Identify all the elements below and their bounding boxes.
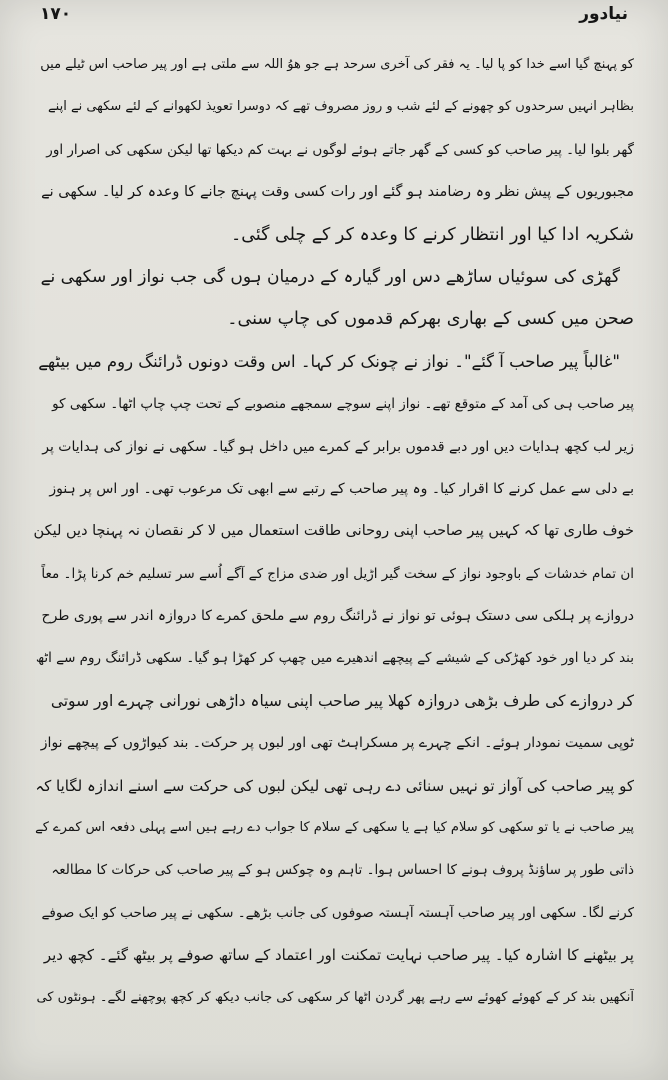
- text-line: پیر صاحب نے یا تو سکھی کو سلام کیا ہے یا سکھی کے سلام کا جواب دے رہے ہیں اسے پہلی دفعہ اس کمرے کے: [35, 820, 634, 836]
- page-number: ۱۷۰: [40, 4, 72, 24]
- text-line: صحن میں کسی کے بھاری بھرکم قدموں کی چاپ سنی۔: [227, 309, 634, 330]
- text-line: بے دلی سے عمل کرنے کا اقرار کیا۔ وہ پیر صاحب کے رتبے سے ابھی تک مرعوب تھی۔ اور اس پر ہنوز: [49, 480, 634, 497]
- text-line: زیر لب کچھ ہدایات دیں اور دبے قدموں برابر کے کمرے میں داخل ہو گیا۔ سکھی نے نواز کی ہدایات پر: [42, 438, 634, 455]
- page-header: [40, 4, 628, 34]
- text-line: پر بیٹھنے کا اشارہ کیا۔ پیر صاحب نہایت تمکنت اور اعتماد کے ساتھ صوفے پر بیٹھ گئے۔ کچھ دیر: [43, 946, 634, 965]
- text-line: کو پیر صاحب کی آواز تو نہیں سنائی دے رہی تھی لیکن لبوں کی حرکت سے اسنے اندازہ لگایا کہ: [35, 776, 634, 795]
- text-line: دروازے پر ہلکی سی دستک ہوئی تو نواز نے ڈرائنگ روم سے ملحق کمرے کا دروازہ اندر سے پوری طرح: [41, 608, 634, 625]
- text-line: بند کر دیا اور خود کھڑکی کے شیشے کے پیچھے اندھیرے میں چھپ کر کھڑا ہو گیا۔ سکھی ڈرائنگ روم سے اٹھ: [35, 650, 634, 667]
- text-line: پیر صاحب ہی کی آمد کے متوقع تھے۔ نواز اپنے سوچے سمجھے منصوبے کے تحت چپ چاپ اٹھا۔ سکھی کو: [52, 396, 634, 413]
- text-line: "غالباً پیر صاحب آ گئے"۔ نواز نے چونک کر کہا۔ اس وقت دونوں ڈرائنگ روم میں بیٹھے: [38, 351, 620, 371]
- text-line: گھڑی کی سوئیاں ساڑھے دس اور گیارہ کے درمیان ہوں گی جب نواز اور سکھی نے: [40, 266, 620, 287]
- body-text: [34, 44, 634, 1019]
- text-line: ٹوپی سمیت نمودار ہوئے۔ انکے چہرے پر مسکراہٹ تھی اور لبوں پر حرکت۔ بند کیواڑوں کے پیچھے نواز: [40, 735, 634, 752]
- text-line: کر دروازے کی طرف بڑھی دروازہ کھلا پیر صاحب اپنی سیاہ داڑھی نورانی چہرے اور سوتی: [50, 691, 634, 710]
- text-line: بظاہر انہیں سرحدوں کو چھونے کے لئے شب و روز مصروف تھے کہ دوسرا تعویذ لکھوانے کے لئے سکھی نے اپنے: [48, 99, 634, 115]
- text-line: ذاتی طور پر ساؤنڈ پروف ہونے کا احساس ہوا۔ تاہم وہ چوکس ہو کے پیر صاحب کی حرکات کا مطالعہ: [51, 862, 634, 879]
- text-line: خوف طاری تھا کہ کہیں پیر صاحب اپنی روحانی طاقت استعمال میں لا کر نقصان نہ پہنچا دیں لیکن: [34, 523, 634, 540]
- text-line: شکریہ ادا کیا اور انتظار کرنے کا وعدہ کر کے چلی گئی۔: [230, 224, 634, 245]
- text-line: کو پہنچ گیا اسے خدا کو پا لیا۔ یہ فقر کی آخری سرحد ہے جو ھوُ اللہ سے ملتی ہے اور پیر صاحب اس ٹیلے میں: [40, 57, 634, 72]
- text-line: کرنے لگا۔ سکھی اور پیر صاحب آہستہ آہستہ صوفوں کی جانب بڑھے۔ سکھی نے پیر صاحب کو ایک صوفے: [41, 904, 634, 921]
- text-line: آنکھیں بند کر کے کھوئے کھوئے سے رہے پھر گردن اٹھا کر سکھی کی جانب دیکھ کر کچھ پوچھنے لگے۔ ہونٹوں کی: [36, 989, 634, 1005]
- text-line: گھر بلوا لیا۔ پیر صاحب کو کسی کے گھر جاتے ہوئے لوگوں نے بہت کم دیکھا تھا لیکن سکھی کی اصرار اور: [46, 141, 634, 158]
- text-line: ان تمام خدشات کے باوجود نواز کے سخت گیر اڑیل اور ضدی مزاج کے آگے اُسے سر تسلیم خم کرنا پڑا۔ معاً: [41, 565, 634, 582]
- running-title: نیادور: [579, 4, 628, 24]
- text-line: مجبوریوں کے پیش نظر وہ رضامند ہو گئے اور رات کسی وقت پہنچ جانے کا وعدہ کر لیا۔ سکھی نے: [41, 184, 634, 201]
